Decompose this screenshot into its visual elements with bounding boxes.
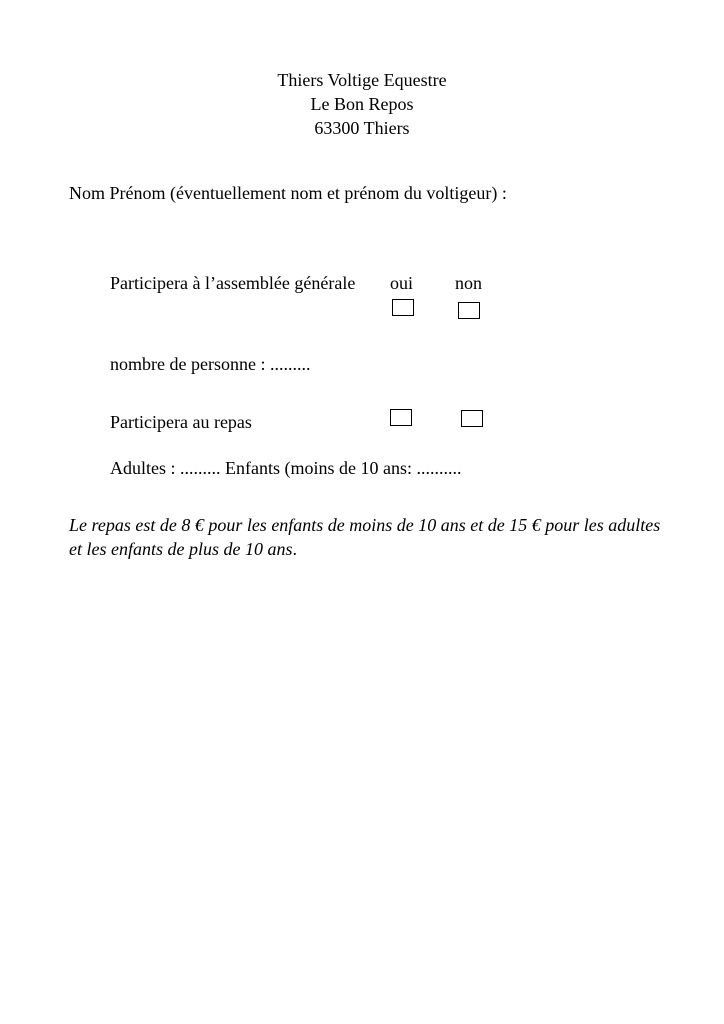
meal-price-end: . [292,539,297,559]
club-address: Le Bon Repos [310,94,414,114]
adults-children-field: Adultes : ......... Enfants (moins de 10 ans: .......... [110,458,462,478]
yes-column-label: oui [390,273,414,293]
assembly-no-checkbox[interactable] [458,302,480,319]
meal-question: Participera au repas [110,412,252,432]
assembly-question: Participera à l’assemblée générale [110,273,356,293]
meal-price-text: Le repas est de 8 € pour les enfants de moins de 10 ans et de 15 € pour les adultes et les enfants de plus de 10 ans [69,515,661,559]
meal-no-checkbox[interactable] [461,410,483,427]
club-name: Thiers Voltige Equestre [277,70,447,90]
meal-price-note [69,513,669,561]
club-city: 63300 Thiers [314,118,410,138]
assembly-yes-checkbox[interactable] [392,299,414,316]
people-count-field: nombre de personne : ......... [110,354,311,374]
no-column-label: non [455,273,482,293]
name-field-label: Nom Prénom (éventuellement nom et prénom du voltigeur) : [69,183,507,203]
meal-yes-checkbox[interactable] [390,409,412,426]
address-header [0,68,724,140]
